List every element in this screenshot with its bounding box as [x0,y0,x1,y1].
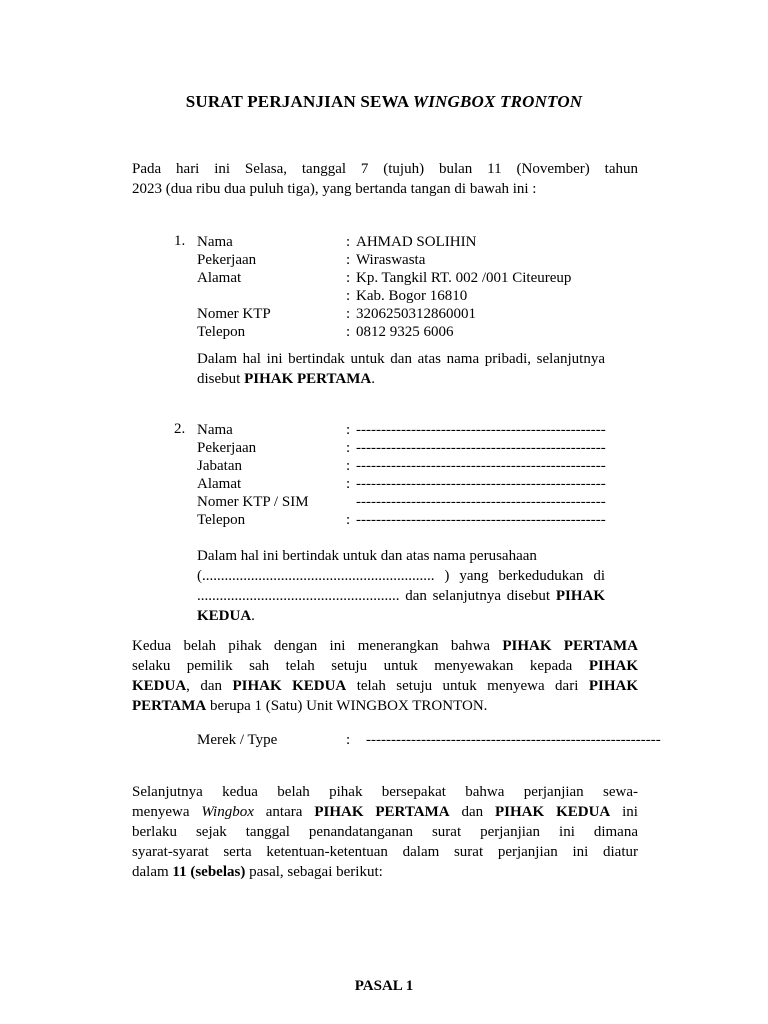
agreement-line [132,636,638,656]
field-colon: : [346,324,351,340]
intro-line: 2023 (dua ribu dua puluh tiga), yang bertanda tangan di bawah ini : [132,181,537,197]
note-line [197,587,605,607]
field-blank: -------------------------------------------------- [356,476,606,492]
party-two-note [197,547,605,627]
closing-paragraph [132,782,638,882]
closing-text: dan [449,804,496,820]
agreement-text: berupa 1 (Satu) Unit WINGBOX TRONTON. [206,698,488,714]
intro-line: Pada hari ini Selasa, tanggal 7 (tujuh) bulan 11 (November) tahun [132,161,638,177]
closing-line: Selanjutnya kedua belah pihak bersepakat bahwa perjanjian sewa- [132,784,638,800]
pihak-label: PIHAK [588,658,638,674]
field-label: Nomer KTP [197,306,271,322]
closing-text: antara [253,804,315,820]
pihak-kedua-label: PIHAK KEDUA [495,804,611,820]
pihak-pertama-label: PIHAK PERTAMA [244,371,372,387]
merek-colon: : [346,732,351,748]
pasal-heading: PASAL 1 [354,978,414,994]
closing-text: menyewa [132,804,202,820]
note-text: disebut [197,371,245,387]
note-text: . [371,371,375,387]
merek-label: Merek / Type [197,732,278,748]
closing-text: ini [610,804,638,820]
field-label: Nomer KTP / SIM [197,494,309,510]
field-value: Wiraswasta [356,252,426,268]
field-label: Pekerjaan [197,440,257,456]
agreement-text: selaku pemilik sah telah setuju untuk menyewakan kepada [132,658,589,674]
agreement-line [132,676,638,696]
closing-line: berlaku sejak tanggal penandatanganan surat perjanjian ini dimana [132,824,638,840]
field-colon: : [346,458,351,474]
note-line: Dalam hal ini bertindak untuk dan atas nama perusahaan [197,548,537,564]
field-label: Nama [197,234,233,250]
field-value: Kp. Tangkil RT. 002 /001 Citeureup [356,270,572,286]
field-colon: : [346,234,351,250]
intro-paragraph [132,159,638,199]
field-label: Pekerjaan [197,252,257,268]
pihak-kedua-label: PIHAK KEDUA [232,678,347,694]
note-line: (.............................................................. ) yang berkedudukan di [197,568,605,584]
field-value: AHMAD SOLIHIN [356,234,477,250]
party-number: 1. [174,233,186,249]
wingbox-italic: Wingbox [201,804,254,820]
field-colon: : [346,270,351,286]
closing-text: pasal, sebagai berikut: [245,864,383,880]
field-colon: : [346,422,351,438]
field-colon: : [346,252,351,268]
kedua-label: KEDUA [197,608,252,624]
note-line [197,607,605,627]
note-text: . [251,608,255,624]
closing-text: dalam [132,864,173,880]
agreement-text: , dan [186,678,233,694]
field-colon: : [346,288,351,304]
note-text: ...................................................... dan selanjutnya disebut [197,588,556,604]
agreement-line [132,656,638,676]
pertama-label: PERTAMA [132,698,207,714]
agreement-paragraph [132,636,638,716]
party-number: 2. [174,421,186,437]
agreement-text: Kedua belah pihak dengan ini menerangkan bahwa [132,638,503,654]
field-colon: : [346,306,351,322]
field-value: Kab. Bogor 16810 [356,288,468,304]
note-line [197,370,605,390]
merek-blank: ----------------------------------------------------------- [366,732,661,748]
field-label: Alamat [197,270,242,286]
party-one-note [197,350,605,390]
field-label: Alamat [197,476,242,492]
field-value: 3206250312860001 [356,306,476,322]
pihak-label: PIHAK [588,678,638,694]
agreement-text: telah setuju untuk menyewa dari [346,678,589,694]
field-blank: -------------------------------------------------- [356,458,606,474]
field-label: Nama [197,422,233,438]
field-value: 0812 9325 6006 [356,324,454,340]
field-blank: -------------------------------------------------- [356,440,606,456]
field-blank: -------------------------------------------------- [356,494,606,510]
field-label: Telepon [197,324,246,340]
field-label: Jabatan [197,458,242,474]
field-label: Telepon [197,512,246,528]
closing-line [132,862,638,882]
pihak-pertama-label: PIHAK PERTAMA [314,804,450,820]
document-title [0,92,768,112]
pihak-label: PIHAK [555,588,605,604]
agreement-line [132,696,638,716]
kedua-label: KEDUA [132,678,187,694]
title-italic: WINGBOX TRONTON [412,92,583,111]
closing-line: syarat-syarat serta ketentuan-ketentuan dalam surat perjanjian ini diatur [132,844,638,860]
field-colon: : [346,440,351,456]
pasal-count: 11 (sebelas) [172,864,246,880]
field-blank: -------------------------------------------------- [356,512,606,528]
note-line: Dalam hal ini bertindak untuk dan atas nama pribadi, selanjutnya [197,351,605,367]
closing-line [132,802,638,822]
pihak-pertama-label: PIHAK PERTAMA [502,638,638,654]
field-colon: : [346,476,351,492]
field-colon: : [346,512,351,528]
field-blank: -------------------------------------------------- [356,422,606,438]
title-text: SURAT PERJANJIAN SEWA [185,92,413,111]
